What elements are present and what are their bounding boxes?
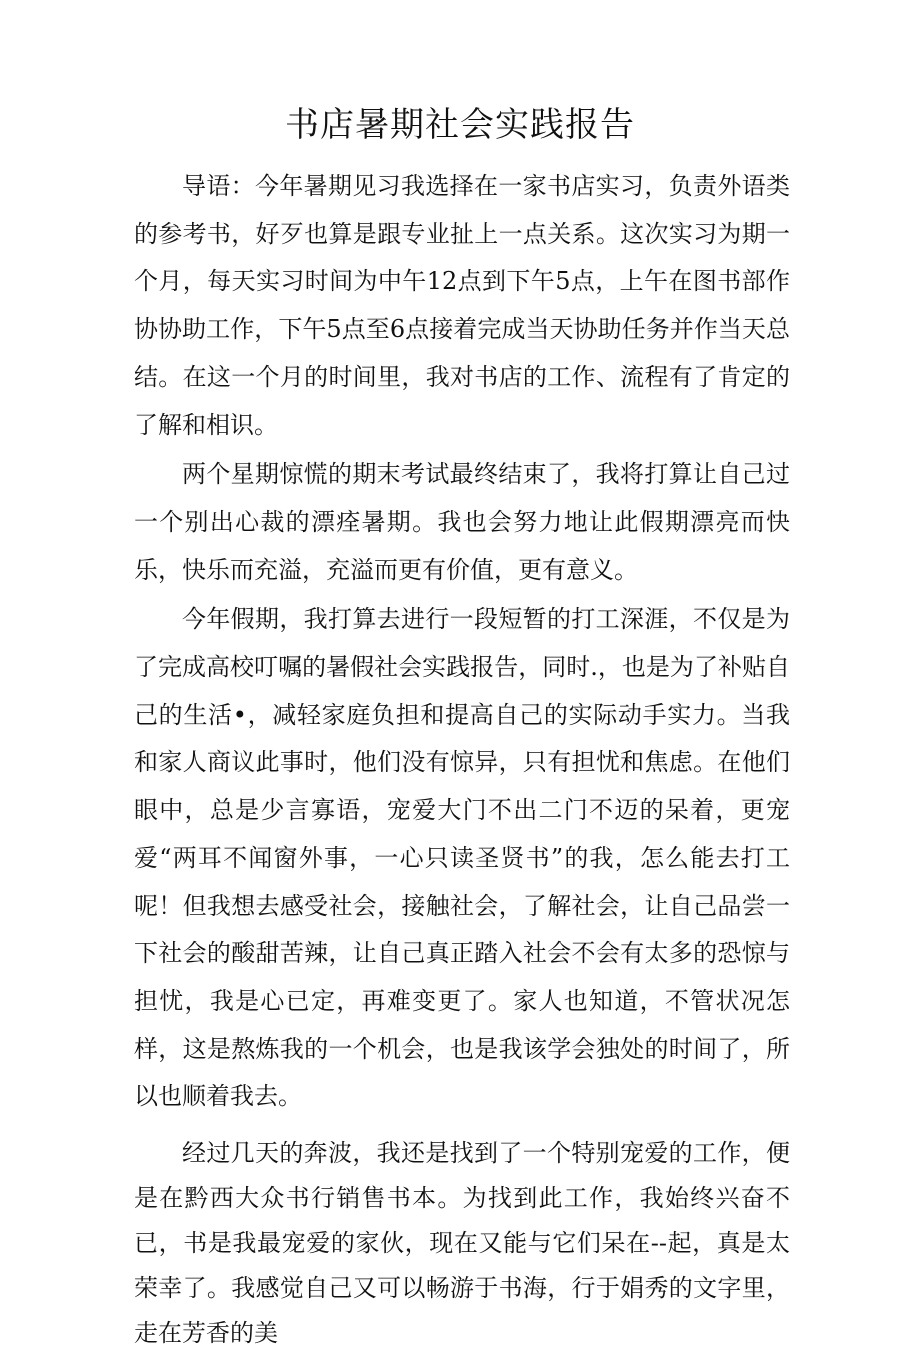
paragraph-exam: 两个星期惊慌的期末考试最终结束了，我将打算让自己过一个别出心裁的漂痊暑期。我也会努力地让此假期漂亮而快乐，快乐而充溢，充溢而更有价值，更有意义。 <box>134 460 790 584</box>
paragraph-plan: 今年假期，我打算去进行一段短暂的打工深涯，不仅是为了完成高校叮嘱的暑假社会实践报告，同时.，也是为了补贴自己的生活•，减轻家庭负担和提高自己的实际动手实力。当我和家人商议此事时，他们没有惊异，只有担忧和焦虑。在他们眼中，总是少言寡语，宠爱大门不出二门不迈的呆着，更宠爱“两耳不闻窗外事，一心只读圣贤书”的我，怎么能去打工呢！但我想去感受社会，接触社会，了解社会，让自己品尝一下社会的酸甜苦辣，让自己真正踏入社会不会有太多的恐惊与担忧，我是心已定，再难变更了。家人也知道，不管状况怎样，这是熬炼我的一个机会，也是我该学会独处的时间了，所以也顺着我去。 <box>134 605 790 1111</box>
document-title: 书店暑期社会实践报告 <box>285 105 635 145</box>
paragraph-intro: 导语：今年暑期见习我选择在一家书店实习，负责外语类的参考书，好歹也算是跟专业扯上一点关系。这次实习为期一个月，每天实习时间为中午12点到下午5点，上午在图书部作协协助工作，下午5点至6点接着完成当天协助任务并作当天总结。在这一个月的时间里，我对书店的工作、流程有了肯定的了解和相识。 <box>134 172 790 439</box>
paragraph-job: 经过几天的奔波，我还是找到了一个特别宠爱的工作，便是在黔西大众书行销售书本。为找到此工作，我始终兴奋不已，书是我最宠爱的家伙，现在又能与它们呆在--起，真是太荣幸了。我感觉自己又可以畅游于书海，行于娟秀的文字里，走在芳香的美 <box>134 1139 790 1348</box>
document-body <box>134 163 790 1356</box>
